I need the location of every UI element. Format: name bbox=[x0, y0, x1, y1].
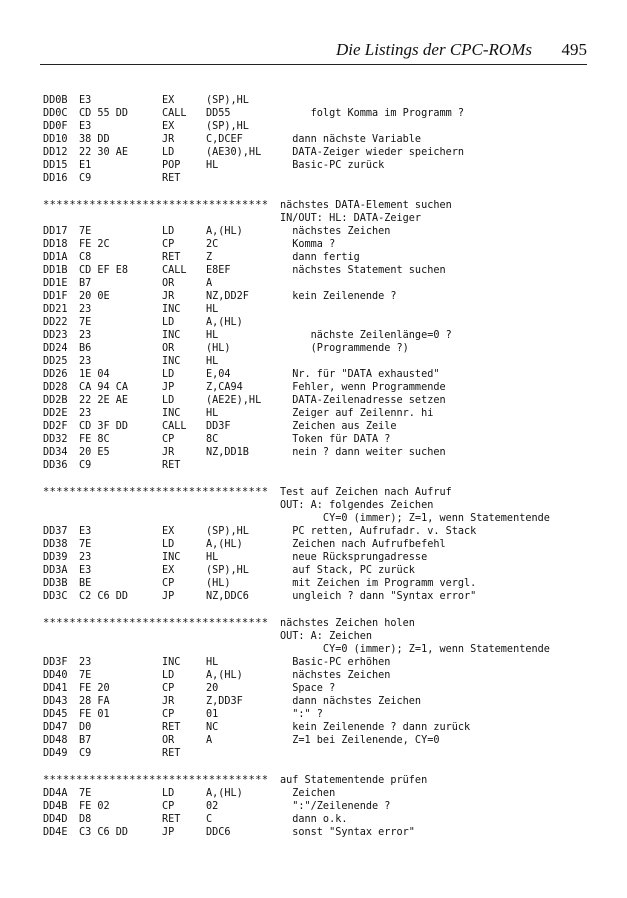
code-line bbox=[43, 813, 603, 826]
comment: Zeiger auf Zeilennr. hi bbox=[280, 408, 434, 419]
opcode-bytes: 22 2E AE bbox=[79, 395, 129, 406]
operand: NZ,DD2F bbox=[206, 291, 249, 302]
operand: Z,CA94 bbox=[206, 382, 243, 393]
address: DD4E bbox=[43, 827, 68, 838]
header-rule bbox=[40, 64, 587, 65]
mnemonic: LD bbox=[162, 670, 175, 681]
address: DD48 bbox=[43, 735, 68, 746]
mnemonic: CP bbox=[162, 683, 175, 694]
mnemonic: EX bbox=[162, 526, 175, 537]
comment: nächstes DATA-Element suchen bbox=[280, 200, 452, 211]
operand: HL bbox=[206, 356, 219, 367]
mnemonic: RET bbox=[162, 814, 181, 825]
mnemonic: INC bbox=[162, 408, 181, 419]
blank-line bbox=[43, 760, 603, 774]
comment: Zeichen bbox=[280, 788, 336, 799]
mnemonic: LD bbox=[162, 539, 175, 550]
address: DD38 bbox=[43, 539, 68, 550]
opcode-bytes: BE bbox=[79, 578, 92, 589]
comment-line bbox=[43, 630, 603, 643]
opcode-bytes: E3 bbox=[79, 526, 92, 537]
opcode-bytes: 28 FA bbox=[79, 696, 110, 707]
code-line bbox=[43, 420, 603, 433]
address: DD28 bbox=[43, 382, 68, 393]
opcode-bytes: 23 bbox=[79, 356, 92, 367]
comment: ":" ? bbox=[280, 709, 323, 720]
address: DD21 bbox=[43, 304, 68, 315]
mnemonic: RET bbox=[162, 173, 181, 184]
opcode-bytes: D0 bbox=[79, 722, 92, 733]
operand: A,(HL) bbox=[206, 670, 243, 681]
comment: CY=0 (immer); Z=1, wenn Statementende bbox=[280, 644, 550, 655]
comment: IN/OUT: HL: DATA-Zeiger bbox=[280, 213, 422, 224]
code-line bbox=[43, 342, 603, 355]
opcode-bytes: B7 bbox=[79, 278, 92, 289]
operand: A,(HL) bbox=[206, 788, 243, 799]
comment: kein Zeilenende ? bbox=[280, 291, 397, 302]
opcode-bytes: C2 C6 DD bbox=[79, 591, 129, 602]
comment-line bbox=[43, 212, 603, 225]
operand: (SP),HL bbox=[206, 121, 249, 132]
mnemonic: OR bbox=[162, 278, 175, 289]
code-line bbox=[43, 459, 603, 472]
operand: HL bbox=[206, 552, 219, 563]
mnemonic: EX bbox=[162, 95, 175, 106]
comment: Space ? bbox=[280, 683, 336, 694]
comment-line bbox=[43, 499, 603, 512]
mnemonic: LD bbox=[162, 317, 175, 328]
mnemonic: INC bbox=[162, 304, 181, 315]
address: DD43 bbox=[43, 696, 68, 707]
comment: nächstes Zeichen holen bbox=[280, 618, 415, 629]
code-line bbox=[43, 120, 603, 133]
comment: nächstes Zeichen bbox=[280, 226, 391, 237]
asterisk-separator: ********************************** bbox=[43, 618, 269, 629]
operand: 20 bbox=[206, 683, 219, 694]
separator-line bbox=[43, 617, 603, 630]
opcode-bytes: E3 bbox=[79, 565, 92, 576]
opcode-bytes: 1E 04 bbox=[79, 369, 110, 380]
code-line bbox=[43, 355, 603, 368]
comment: dann fertig bbox=[280, 252, 360, 263]
mnemonic: JR bbox=[162, 447, 175, 458]
comment: mit Zeichen im Programm vergl. bbox=[280, 578, 477, 589]
opcode-bytes: 7E bbox=[79, 788, 92, 799]
mnemonic: CP bbox=[162, 239, 175, 250]
opcode-bytes: CD 55 DD bbox=[79, 108, 129, 119]
opcode-bytes: C9 bbox=[79, 460, 92, 471]
separator-line bbox=[43, 774, 603, 787]
mnemonic: JR bbox=[162, 696, 175, 707]
code-line bbox=[43, 368, 603, 381]
operand: Z bbox=[206, 252, 213, 263]
comment: dann o.k. bbox=[280, 814, 348, 825]
mnemonic: EX bbox=[162, 121, 175, 132]
comment: folgt Komma im Programm ? bbox=[280, 108, 465, 119]
opcode-bytes: FE 01 bbox=[79, 709, 110, 720]
code-line bbox=[43, 172, 603, 185]
operand: (SP),HL bbox=[206, 95, 249, 106]
opcode-bytes: C9 bbox=[79, 748, 92, 759]
comment: neue Rücksprungadresse bbox=[280, 552, 428, 563]
comment: kein Zeilenende ? dann zurück bbox=[280, 722, 471, 733]
comment: OUT: A: folgendes Zeichen bbox=[280, 500, 434, 511]
code-line bbox=[43, 407, 603, 420]
opcode-bytes: D8 bbox=[79, 814, 92, 825]
code-line bbox=[43, 747, 603, 760]
address: DD2F bbox=[43, 421, 68, 432]
code-line bbox=[43, 394, 603, 407]
opcode-bytes: 7E bbox=[79, 670, 92, 681]
opcode-bytes: 38 DD bbox=[79, 134, 110, 145]
operand: 01 bbox=[206, 709, 219, 720]
address: DD10 bbox=[43, 134, 68, 145]
address: DD1B bbox=[43, 265, 68, 276]
comment: nächste Zeilenlänge=0 ? bbox=[280, 330, 452, 341]
code-line bbox=[43, 800, 603, 813]
opcode-bytes: FE 2C bbox=[79, 239, 110, 250]
address: DD32 bbox=[43, 434, 68, 445]
opcode-bytes: E1 bbox=[79, 160, 92, 171]
opcode-bytes: C3 C6 DD bbox=[79, 827, 129, 838]
code-line bbox=[43, 787, 603, 800]
code-line bbox=[43, 94, 603, 107]
code-line bbox=[43, 682, 603, 695]
comment: Test auf Zeichen nach Aufruf bbox=[280, 487, 452, 498]
blank-line bbox=[43, 603, 603, 617]
address: DD2E bbox=[43, 408, 68, 419]
mnemonic: CP bbox=[162, 709, 175, 720]
operand: 02 bbox=[206, 801, 219, 812]
address: DD3F bbox=[43, 657, 68, 668]
mnemonic: JP bbox=[162, 591, 175, 602]
operand: DD3F bbox=[206, 421, 231, 432]
code-line bbox=[43, 381, 603, 394]
comment: Nr. für "DATA exhausted" bbox=[280, 369, 440, 380]
page-number: 495 bbox=[561, 40, 587, 59]
opcode-bytes: CD EF E8 bbox=[79, 265, 129, 276]
operand: A bbox=[206, 278, 213, 289]
comment: dann nächste Variable bbox=[280, 134, 422, 145]
mnemonic: LD bbox=[162, 369, 175, 380]
mnemonic: CP bbox=[162, 578, 175, 589]
address: DD1F bbox=[43, 291, 68, 302]
comment: CY=0 (immer); Z=1, wenn Statementende bbox=[280, 513, 550, 524]
operand: DD55 bbox=[206, 108, 231, 119]
mnemonic: CALL bbox=[162, 421, 187, 432]
opcode-bytes: B7 bbox=[79, 735, 92, 746]
code-line bbox=[43, 316, 603, 329]
operand: NZ,DD1B bbox=[206, 447, 249, 458]
operand: E8EF bbox=[206, 265, 231, 276]
address: DD0C bbox=[43, 108, 68, 119]
address: DD0B bbox=[43, 95, 68, 106]
code-line bbox=[43, 656, 603, 669]
code-line bbox=[43, 577, 603, 590]
comment: Komma ? bbox=[280, 239, 336, 250]
running-head-title: Die Listings der CPC-ROMs bbox=[336, 40, 532, 59]
mnemonic: INC bbox=[162, 552, 181, 563]
asterisk-separator: ********************************** bbox=[43, 200, 269, 211]
mnemonic: RET bbox=[162, 460, 181, 471]
separator-line bbox=[43, 486, 603, 499]
address: DD4B bbox=[43, 801, 68, 812]
mnemonic: JR bbox=[162, 134, 175, 145]
address: DD23 bbox=[43, 330, 68, 341]
comment: dann nächstes Zeichen bbox=[280, 696, 422, 707]
address: DD36 bbox=[43, 460, 68, 471]
comment: PC retten, Aufrufadr. v. Stack bbox=[280, 526, 477, 537]
address: DD12 bbox=[43, 147, 68, 158]
mnemonic: POP bbox=[162, 160, 181, 171]
opcode-bytes: 22 30 AE bbox=[79, 147, 129, 158]
operand: 2C bbox=[206, 239, 219, 250]
address: DD4D bbox=[43, 814, 68, 825]
mnemonic: LD bbox=[162, 395, 175, 406]
operand: NC bbox=[206, 722, 219, 733]
opcode-bytes: CD 3F DD bbox=[79, 421, 129, 432]
address: DD18 bbox=[43, 239, 68, 250]
operand: Z,DD3F bbox=[206, 696, 243, 707]
mnemonic: RET bbox=[162, 252, 181, 263]
opcode-bytes: 20 E5 bbox=[79, 447, 110, 458]
address: DD26 bbox=[43, 369, 68, 380]
opcode-bytes: 23 bbox=[79, 408, 92, 419]
operand: (SP),HL bbox=[206, 526, 249, 537]
comment: Basic-PC zurück bbox=[280, 160, 385, 171]
operand: HL bbox=[206, 160, 219, 171]
operand: HL bbox=[206, 304, 219, 315]
address: DD34 bbox=[43, 447, 68, 458]
operand: (SP),HL bbox=[206, 565, 249, 576]
opcode-bytes: C8 bbox=[79, 252, 92, 263]
code-line bbox=[43, 734, 603, 747]
opcode-bytes: 20 0E bbox=[79, 291, 110, 302]
opcode-bytes: 23 bbox=[79, 657, 92, 668]
address: DD15 bbox=[43, 160, 68, 171]
operand: A bbox=[206, 735, 213, 746]
opcode-bytes: 7E bbox=[79, 226, 92, 237]
address: DD24 bbox=[43, 343, 68, 354]
code-line bbox=[43, 826, 603, 839]
operand: HL bbox=[206, 408, 219, 419]
comment: Fehler, wenn Programmende bbox=[280, 382, 446, 393]
address: DD3A bbox=[43, 565, 68, 576]
comment: nein ? dann weiter suchen bbox=[280, 447, 446, 458]
assembly-listing bbox=[43, 94, 603, 839]
code-line bbox=[43, 329, 603, 342]
mnemonic: CP bbox=[162, 434, 175, 445]
comment: Zeichen aus Zeile bbox=[280, 421, 397, 432]
address: DD4A bbox=[43, 788, 68, 799]
mnemonic: JR bbox=[162, 291, 175, 302]
code-line bbox=[43, 159, 603, 172]
code-line bbox=[43, 225, 603, 238]
opcode-bytes: FE 02 bbox=[79, 801, 110, 812]
code-line bbox=[43, 277, 603, 290]
operand: (HL) bbox=[206, 578, 231, 589]
mnemonic: CP bbox=[162, 801, 175, 812]
address: DD22 bbox=[43, 317, 68, 328]
operand: DDC6 bbox=[206, 827, 231, 838]
code-line bbox=[43, 251, 603, 264]
address: DD40 bbox=[43, 670, 68, 681]
address: DD49 bbox=[43, 748, 68, 759]
address: DD25 bbox=[43, 356, 68, 367]
code-line bbox=[43, 525, 603, 538]
opcode-bytes: 23 bbox=[79, 330, 92, 341]
opcode-bytes: 23 bbox=[79, 304, 92, 315]
mnemonic: INC bbox=[162, 356, 181, 367]
operand: A,(HL) bbox=[206, 539, 243, 550]
comment: DATA-Zeiger wieder speichern bbox=[280, 147, 465, 158]
opcode-bytes: 23 bbox=[79, 552, 92, 563]
opcode-bytes: B6 bbox=[79, 343, 92, 354]
opcode-bytes: E3 bbox=[79, 95, 92, 106]
mnemonic: JP bbox=[162, 827, 175, 838]
code-line bbox=[43, 538, 603, 551]
comment: ":"/Zeilenende ? bbox=[280, 801, 391, 812]
mnemonic: OR bbox=[162, 343, 175, 354]
code-line bbox=[43, 433, 603, 446]
comment: nächstes Zeichen bbox=[280, 670, 391, 681]
code-line bbox=[43, 264, 603, 277]
mnemonic: RET bbox=[162, 722, 181, 733]
code-line bbox=[43, 446, 603, 459]
comment: OUT: A: Zeichen bbox=[280, 631, 373, 642]
code-line bbox=[43, 303, 603, 316]
operand: HL bbox=[206, 330, 219, 341]
address: DD45 bbox=[43, 709, 68, 720]
address: DD41 bbox=[43, 683, 68, 694]
mnemonic: LD bbox=[162, 788, 175, 799]
address: DD47 bbox=[43, 722, 68, 733]
blank-line bbox=[43, 185, 603, 199]
comment: nächstes Statement suchen bbox=[280, 265, 446, 276]
comment-line bbox=[43, 643, 603, 656]
address: DD39 bbox=[43, 552, 68, 563]
asterisk-separator: ********************************** bbox=[43, 487, 269, 498]
code-line bbox=[43, 564, 603, 577]
code-line bbox=[43, 133, 603, 146]
mnemonic: JP bbox=[162, 382, 175, 393]
code-line bbox=[43, 669, 603, 682]
opcode-bytes: 7E bbox=[79, 539, 92, 550]
operand: 8C bbox=[206, 434, 219, 445]
comment: Token für DATA ? bbox=[280, 434, 391, 445]
mnemonic: INC bbox=[162, 330, 181, 341]
operand: NZ,DDC6 bbox=[206, 591, 249, 602]
mnemonic: CALL bbox=[162, 108, 187, 119]
mnemonic: INC bbox=[162, 657, 181, 668]
address: DD0F bbox=[43, 121, 68, 132]
separator-line bbox=[43, 199, 603, 212]
address: DD2B bbox=[43, 395, 68, 406]
opcode-bytes: CA 94 CA bbox=[79, 382, 129, 393]
mnemonic: LD bbox=[162, 147, 175, 158]
address: DD17 bbox=[43, 226, 68, 237]
operand: (AE30),HL bbox=[206, 147, 262, 158]
code-line bbox=[43, 238, 603, 251]
code-line bbox=[43, 721, 603, 734]
address: DD37 bbox=[43, 526, 68, 537]
operand: A,(HL) bbox=[206, 226, 243, 237]
opcode-bytes: C9 bbox=[79, 173, 92, 184]
comment: auf Statementende prüfen bbox=[280, 775, 428, 786]
operand: (HL) bbox=[206, 343, 231, 354]
comment-line bbox=[43, 512, 603, 525]
comment: Z=1 bei Zeilenende, CY=0 bbox=[280, 735, 440, 746]
comment: DATA-Zeilenadresse setzen bbox=[280, 395, 446, 406]
mnemonic: OR bbox=[162, 735, 175, 746]
comment: Basic-PC erhöhen bbox=[280, 657, 391, 668]
address: DD16 bbox=[43, 173, 68, 184]
opcode-bytes: 7E bbox=[79, 317, 92, 328]
address: DD1A bbox=[43, 252, 68, 263]
opcode-bytes: E3 bbox=[79, 121, 92, 132]
address: DD3B bbox=[43, 578, 68, 589]
code-line bbox=[43, 290, 603, 303]
comment: (Programmende ?) bbox=[280, 343, 409, 354]
comment: Zeichen nach Aufrufbefehl bbox=[280, 539, 446, 550]
mnemonic: RET bbox=[162, 748, 181, 759]
comment: ungleich ? dann "Syntax error" bbox=[280, 591, 477, 602]
operand: C,DCEF bbox=[206, 134, 243, 145]
operand: (AE2E),HL bbox=[206, 395, 262, 406]
comment: auf Stack, PC zurück bbox=[280, 565, 415, 576]
operand: C bbox=[206, 814, 213, 825]
mnemonic: CALL bbox=[162, 265, 187, 276]
code-line bbox=[43, 107, 603, 120]
code-line bbox=[43, 708, 603, 721]
code-line bbox=[43, 551, 603, 564]
operand: A,(HL) bbox=[206, 317, 243, 328]
opcode-bytes: FE 8C bbox=[79, 434, 110, 445]
blank-line bbox=[43, 472, 603, 486]
comment: sonst "Syntax error" bbox=[280, 827, 415, 838]
code-line bbox=[43, 590, 603, 603]
asterisk-separator: ********************************** bbox=[43, 775, 269, 786]
opcode-bytes: FE 20 bbox=[79, 683, 110, 694]
mnemonic: LD bbox=[162, 226, 175, 237]
address: DD3C bbox=[43, 591, 68, 602]
mnemonic: EX bbox=[162, 565, 175, 576]
operand: HL bbox=[206, 657, 219, 668]
code-line bbox=[43, 695, 603, 708]
operand: E,04 bbox=[206, 369, 231, 380]
address: DD1E bbox=[43, 278, 68, 289]
code-line bbox=[43, 146, 603, 159]
